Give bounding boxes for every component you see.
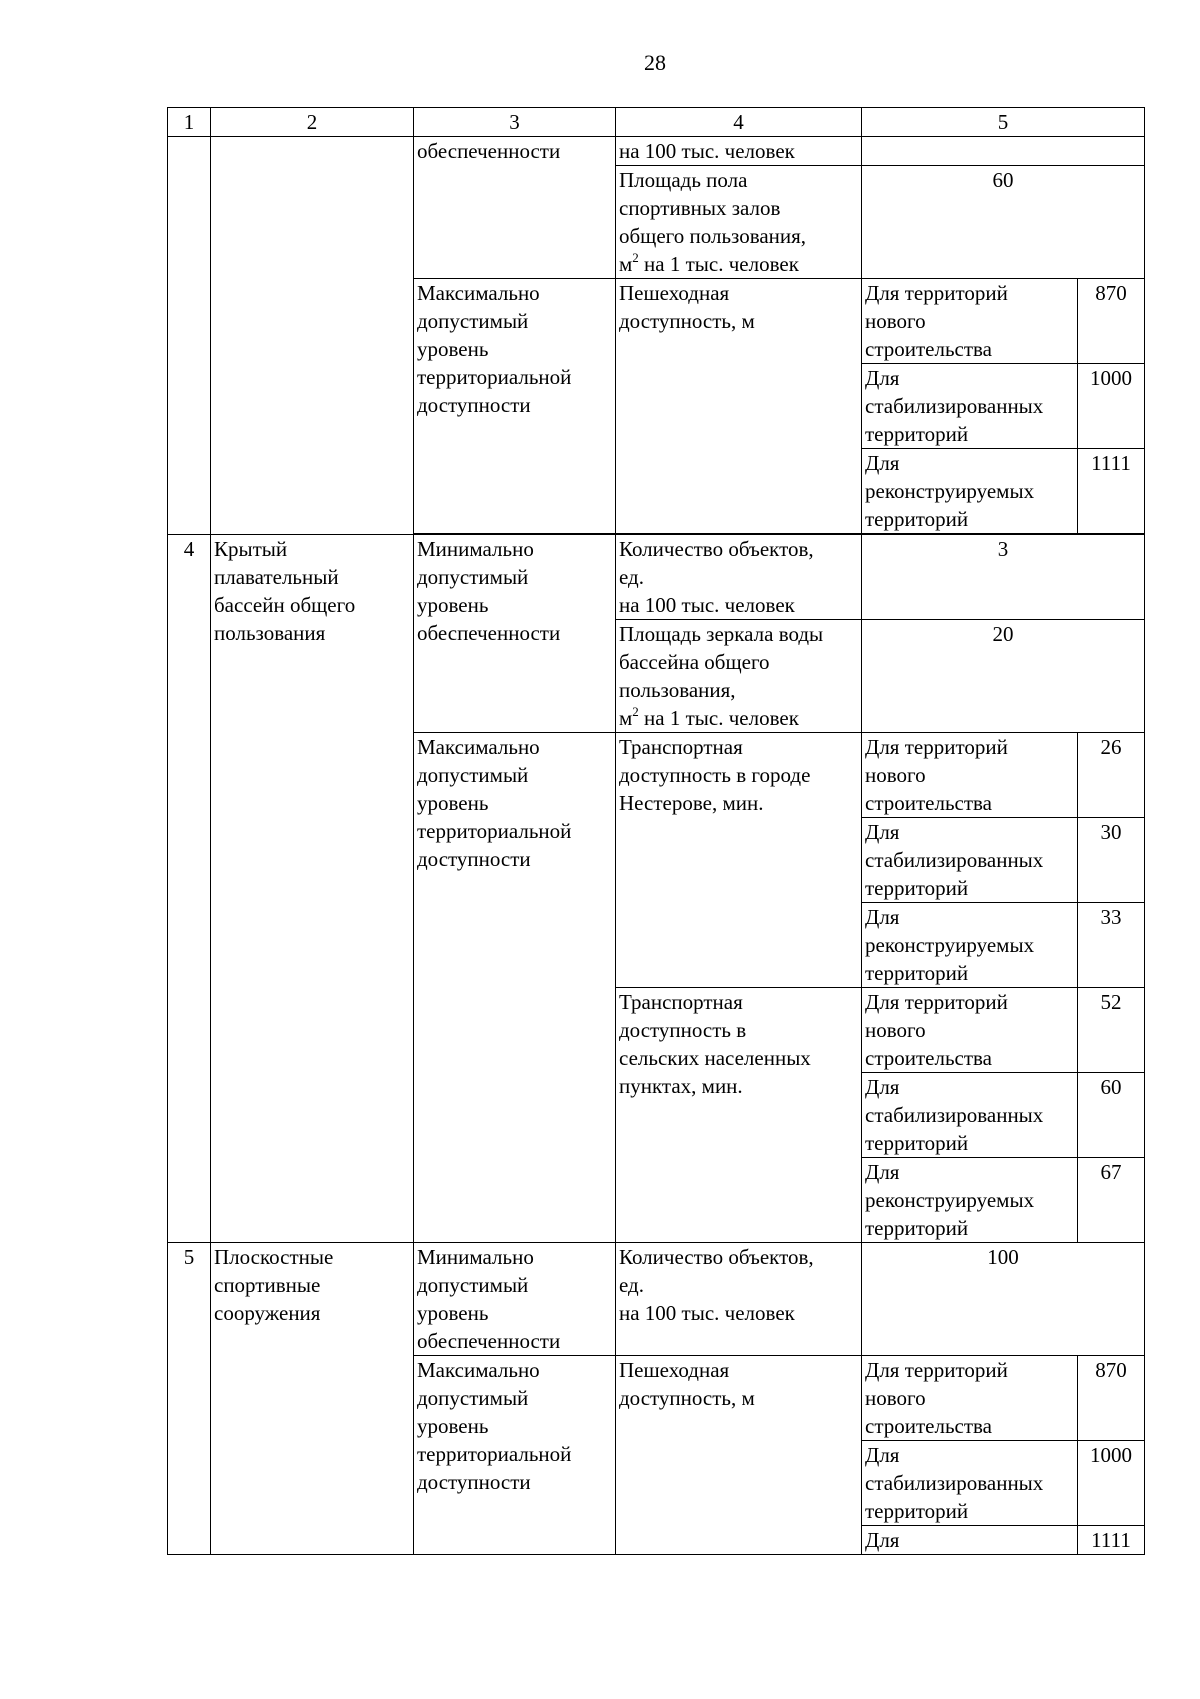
header-col-3: 3 <box>414 108 616 137</box>
value-cell: 30 <box>1078 818 1145 903</box>
item-number-cell: 4 <box>168 535 211 1243</box>
norms-table <box>167 107 1145 1555</box>
level-cell: Максимально допустимый уровень территориальной доступности <box>414 279 616 534</box>
item-name-cell: Плоскостные спортивные сооружения <box>211 1243 414 1555</box>
item-name-cell <box>211 137 414 535</box>
territory-type-cell: Для реконструируемых территорий <box>862 1158 1078 1243</box>
indicator-cell: Пешеходная доступность, м <box>616 1356 862 1555</box>
territory-type-cell: Для реконструируемых территорий <box>862 449 1078 534</box>
value-cell: 1000 <box>1078 1441 1145 1526</box>
table-row <box>168 535 1145 620</box>
level-cell: обеспеченности <box>414 137 616 279</box>
header-col-2: 2 <box>211 108 414 137</box>
value-cell: 60 <box>862 166 1145 279</box>
value-cell <box>862 137 1145 166</box>
value-cell: 33 <box>1078 903 1145 988</box>
territory-type-cell: Для стабилизированных территорий <box>862 364 1078 449</box>
value-cell: 870 <box>1078 1356 1145 1441</box>
territory-type-cell: Для стабилизированных территорий <box>862 1441 1078 1526</box>
value-cell: 3 <box>862 535 1145 620</box>
value-cell: 26 <box>1078 733 1145 818</box>
territory-type-cell: Для территорий нового строительства <box>862 1356 1078 1441</box>
indicator-cell: Площадь пола спортивных залов общего пользования, $м^2$ на 1 тыс. человек <box>616 166 862 279</box>
level-cell: Минимально допустимый уровень обеспеченности <box>414 1243 616 1356</box>
table-row <box>168 137 1145 166</box>
item-number-cell: 5 <box>168 1243 211 1555</box>
header-row <box>168 108 1145 137</box>
indicator-cell: Количество объектов, ед. на 100 тыс. человек <box>616 1243 862 1356</box>
level-cell: Максимально допустимый уровень территориальной доступности <box>414 733 616 1243</box>
value-cell: 100 <box>862 1243 1145 1356</box>
territory-type-cell: Для территорий нового строительства <box>862 733 1078 818</box>
indicator-cell: Площадь зеркала воды бассейна общего пользования, $м^2$ на 1 тыс. человек <box>616 620 862 733</box>
territory-type-cell: Для стабилизированных территорий <box>862 1073 1078 1158</box>
level-cell: Минимально допустимый уровень обеспеченности <box>414 535 616 733</box>
header-col-4: 4 <box>616 108 862 137</box>
indicator-cell: Пешеходная доступность, м <box>616 279 862 534</box>
table-row <box>168 1243 1145 1356</box>
value-cell: 1111 <box>1078 449 1145 534</box>
value-cell: 67 <box>1078 1158 1145 1243</box>
territory-type-cell: Для стабилизированных территорий <box>862 818 1078 903</box>
value-cell: 1000 <box>1078 364 1145 449</box>
territory-type-cell: Для реконструируемых территорий <box>862 903 1078 988</box>
item-number-cell <box>168 137 211 535</box>
value-cell: 52 <box>1078 988 1145 1073</box>
value-cell: 1111 <box>1078 1526 1145 1555</box>
territory-type-cell: Для <box>862 1526 1078 1555</box>
territory-type-cell: Для территорий нового строительства <box>862 988 1078 1073</box>
indicator-cell: Количество объектов, ед. на 100 тыс. человек <box>616 535 862 620</box>
value-cell: 870 <box>1078 279 1145 364</box>
indicator-cell: Транспортная доступность в городе Нестерове, мин. <box>616 733 862 988</box>
page-number: 28 <box>644 50 666 75</box>
header-col-5: 5 <box>862 108 1145 137</box>
value-cell: 60 <box>1078 1073 1145 1158</box>
indicator-cell: Транспортная доступность в сельских населенных пунктах, мин. <box>616 988 862 1243</box>
territory-type-cell: Для территорий нового строительства <box>862 279 1078 364</box>
value-cell: 20 <box>862 620 1145 733</box>
indicator-cell: на 100 тыс. человек <box>616 137 862 166</box>
level-cell: Максимально допустимый уровень территориальной доступности <box>414 1356 616 1555</box>
header-col-1: 1 <box>168 108 211 137</box>
item-name-cell: Крытый плавательный бассейн общего пользования <box>211 535 414 1243</box>
